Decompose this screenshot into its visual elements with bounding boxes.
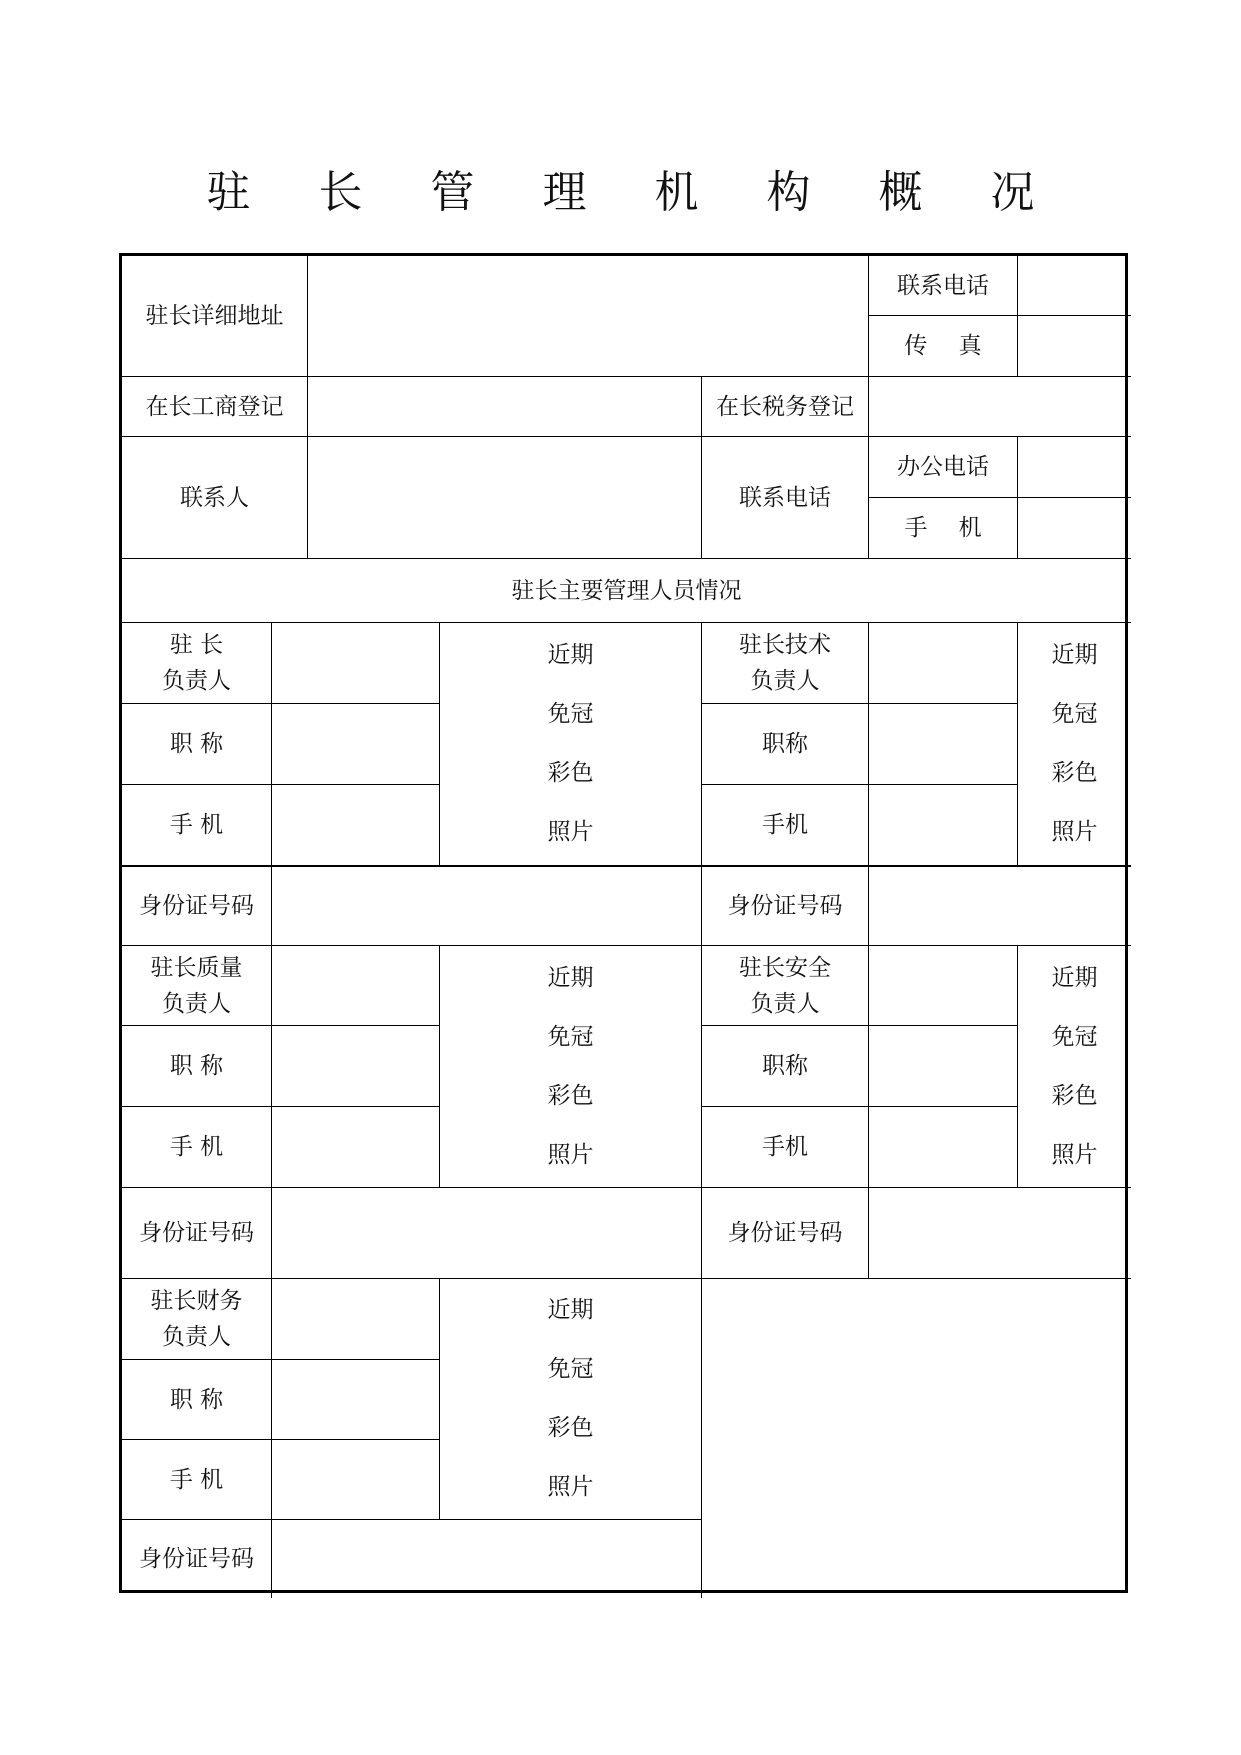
photo-text: 近期 (547, 964, 594, 991)
quality-photo-box (440, 946, 702, 1188)
chief-title-label: 职 称 (122, 704, 272, 785)
finance-id-label: 身份证号码 (122, 1520, 272, 1598)
contact-tel-label: 联系电话 (702, 437, 869, 559)
safety-id-label: 身份证号码 (702, 1188, 869, 1279)
safety-title-field[interactable] (869, 1026, 1018, 1107)
contact-phone-label: 联系电话 (869, 256, 1018, 316)
safety-id-field[interactable] (869, 1188, 1131, 1279)
chief-id-label: 身份证号码 (122, 866, 272, 946)
photo-text: 近期 (547, 1297, 594, 1323)
photo-text: 免冠 (547, 701, 594, 727)
finance-photo-box (440, 1279, 702, 1520)
fax-field[interactable] (1018, 316, 1131, 377)
chief-label-line2: 负责人 (162, 668, 231, 694)
chief-title-field[interactable] (272, 704, 440, 785)
finance-name-field[interactable] (272, 1279, 440, 1360)
quality-id-label: 身份证号码 (122, 1188, 272, 1279)
tax-reg-field[interactable] (869, 377, 1131, 437)
quality-mobile-field[interactable] (272, 1107, 440, 1188)
finance-label-line1: 驻长财务 (150, 1288, 243, 1314)
address-label: 驻长详细地址 (122, 256, 308, 377)
office-phone-label: 办公电话 (869, 437, 1018, 498)
safety-label-line2: 负责人 (750, 990, 820, 1017)
safety-mobile-label: 手机 (702, 1107, 869, 1188)
finance-id-field[interactable] (272, 1520, 702, 1598)
quality-name-field[interactable] (272, 946, 440, 1026)
contact-phone-field[interactable] (1018, 256, 1131, 316)
photo-text: 彩色 (1051, 760, 1098, 786)
finance-mobile-label: 手 机 (122, 1440, 272, 1520)
photo-text: 免冠 (547, 1023, 594, 1050)
contact-person-label: 联系人 (122, 437, 308, 559)
finance-mobile-field[interactable] (272, 1440, 440, 1520)
finance-title-label: 职 称 (122, 1360, 272, 1440)
safety-name-field[interactable] (869, 946, 1018, 1026)
chief-mobile-label: 手 机 (122, 785, 272, 866)
photo-text: 照片 (547, 1474, 594, 1500)
blank-area (702, 1279, 1131, 1598)
photo-text: 近期 (547, 642, 594, 668)
chief-label (122, 623, 272, 704)
photo-text: 彩色 (547, 1082, 594, 1109)
tech-id-field[interactable] (869, 866, 1131, 946)
chief-mobile-field[interactable] (272, 785, 440, 866)
safety-mobile-field[interactable] (869, 1107, 1018, 1188)
mobile-field[interactable] (1018, 498, 1131, 559)
safety-label-line1: 驻长安全 (739, 954, 831, 981)
quality-id-field[interactable] (272, 1188, 702, 1279)
safety-label (702, 946, 869, 1026)
tech-label-line2: 负责人 (750, 668, 820, 694)
photo-text: 近期 (1051, 642, 1098, 668)
contact-person-field[interactable] (308, 437, 702, 559)
photo-text: 彩色 (1051, 1082, 1098, 1109)
photo-text: 免冠 (547, 1356, 594, 1382)
section-title: 驻长主要管理人员情况 (122, 559, 1131, 623)
page-title: 驻 长 管 理 机 构 概 况 (206, 167, 1062, 218)
office-phone-field[interactable] (1018, 437, 1131, 498)
tech-label-line1: 驻长技术 (739, 632, 831, 658)
finance-title-field[interactable] (272, 1360, 440, 1440)
quality-mobile-label: 手 机 (122, 1107, 272, 1188)
chief-photo-box (440, 623, 702, 866)
address-field[interactable] (308, 256, 869, 377)
photo-text: 照片 (547, 819, 594, 845)
mobile-label: 手 机 (869, 498, 1018, 559)
photo-text: 彩色 (547, 1415, 594, 1441)
tech-photo-box (1018, 623, 1131, 866)
tech-label (702, 623, 869, 704)
form-table (119, 253, 1128, 1593)
tech-id-label: 身份证号码 (702, 866, 869, 946)
tech-mobile-field[interactable] (869, 785, 1018, 866)
photo-text: 照片 (1051, 819, 1098, 845)
chief-id-field[interactable] (272, 866, 702, 946)
photo-text: 照片 (547, 1141, 594, 1168)
chief-label-line1: 驻 长 (169, 632, 224, 658)
quality-title-label: 职 称 (122, 1026, 272, 1107)
quality-title-field[interactable] (272, 1026, 440, 1107)
safety-title-label: 职称 (702, 1026, 869, 1107)
business-reg-label: 在长工商登记 (122, 377, 308, 437)
tax-reg-label: 在长税务登记 (702, 377, 869, 437)
quality-label-line1: 驻长质量 (150, 954, 243, 981)
business-reg-field[interactable] (308, 377, 702, 437)
photo-text: 近期 (1051, 964, 1098, 991)
photo-text: 照片 (1051, 1141, 1098, 1168)
quality-label (122, 946, 272, 1026)
tech-title-field[interactable] (869, 704, 1018, 785)
photo-text: 彩色 (547, 760, 594, 786)
safety-photo-box (1018, 946, 1131, 1188)
tech-mobile-label: 手机 (702, 785, 869, 866)
tech-name-field[interactable] (869, 623, 1018, 704)
fax-label: 传 真 (869, 316, 1018, 377)
quality-label-line2: 负责人 (162, 990, 231, 1017)
finance-label-line2: 负责人 (162, 1324, 231, 1350)
photo-text: 免冠 (1051, 701, 1098, 727)
photo-text: 免冠 (1051, 1023, 1098, 1050)
tech-title-label: 职称 (702, 704, 869, 785)
chief-name-field[interactable] (272, 623, 440, 704)
finance-label (122, 1279, 272, 1360)
